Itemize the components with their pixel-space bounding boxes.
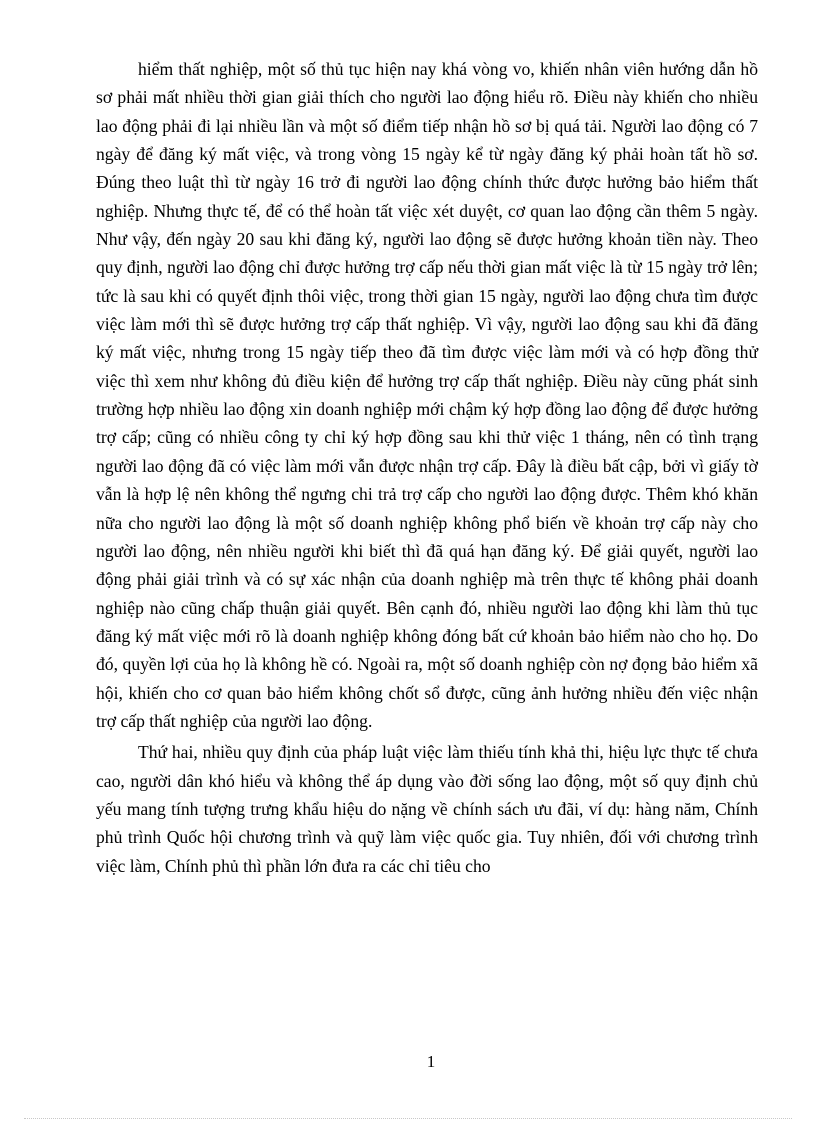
paragraph-second-point: Thứ hai, nhiều quy định của pháp luật việc làm thiếu tính khả thi, hiệu lực thực tế chưa cao, người dân khó hiểu và không thể áp dụng vào đời sống lao động, một số quy định chủ yếu mang tính tượng trưng khẩu hiệu do nặng về chính sách ưu đãi, ví dụ: hàng năm, Chính phủ trình Quốc hội chương trình và quỹ làm việc quốc gia. Tuy nhiên, đối với chương trình việc làm, Chính phủ thì phần lớn đưa ra các chỉ tiêu cho xyxy=(96,742,758,876)
page-body xyxy=(96,55,758,880)
page-number: 1 xyxy=(426,1052,436,1071)
paragraph-unemployment-procedures: hiểm thất nghiệp, một số thủ tục hiện nay khá vòng vo, khiến nhân viên hướng dẫn hồ sơ phải mất nhiều thời gian giải thích cho người lao động hiểu rõ. Điều này khiến cho nhiều lao động phải đi lại nhiều lần và một số điểm tiếp nhận hồ sơ bị quá tải. Người lao động có 7 ngày để đăng ký mất việc, và trong vòng 15 ngày kể từ ngày đăng ký phải hoàn tất hồ sơ. Đúng theo luật thì từ ngày 16 trở đi người lao động chính thức được hưởng bảo hiểm thất nghiệp. Nhưng thực tế, để có thể hoàn tất việc xét duyệt, cơ quan lao động cần thêm 5 ngày. Như vậy, đến ngày 20 sau khi đăng ký, người lao động sẽ được hưởng khoản tiền này. Theo quy định, người lao động chỉ được hưởng trợ cấp nếu thời gian mất việc là từ 15 ngày trở lên; tức là sau khi có quyết định thôi việc, trong thời gian 15 ngày, người lao động chưa tìm được việc làm mới thì sẽ được hưởng trợ cấp thất nghiệp. Vì vậy, người lao động sau khi đã đăng ký mất việc, nhưng trong 15 ngày tiếp theo đã tìm được việc làm mới và có hợp đồng thử việc thì xem như không đủ điều kiện để hưởng trợ cấp thất nghiệp. Điều này cũng phát sinh trường hợp nhiều lao động xin doanh nghiệp mới chậm ký hợp đồng lao động để được hưởng trợ cấp; cũng có nhiều công ty chỉ ký hợp đồng sau khi thử việc 1 tháng, nên có tình trạng người lao động đã có việc làm mới vẫn được nhận trợ cấp. Đây là điều bất cập, bởi vì giấy tờ vẫn là hợp lệ nên không thể ngưng chi trả trợ cấp cho người lao động được. Thêm khó khăn nữa cho người lao động là một số doanh nghiệp không phổ biến về khoản trợ cấp này cho người lao động, nên nhiều người khi biết thì đã quá hạn đăng ký. Để giải quyết, người lao động phải giải trình và có sự xác nhận của doanh nghiệp mà trên thực tế không phải doanh nghiệp nào cũng chấp thuận giải quyết. Bên cạnh đó, nhiều người lao động khi làm thủ tục đăng ký mất việc mới rõ là doanh nghiệp không đóng bất cứ khoản bảo hiểm nào cho họ. Do đó, quyền lợi của họ là không hề có. Ngoài ra, một số doanh nghiệp còn nợ đọng bảo hiểm xã hội, khiến cho cơ quan bảo hiểm không chốt sổ được, cũng ảnh hưởng nhiều đến việc nhận trợ cấp thất nghiệp của người lao động. xyxy=(96,59,758,731)
page-bottom-divider xyxy=(24,1118,792,1119)
